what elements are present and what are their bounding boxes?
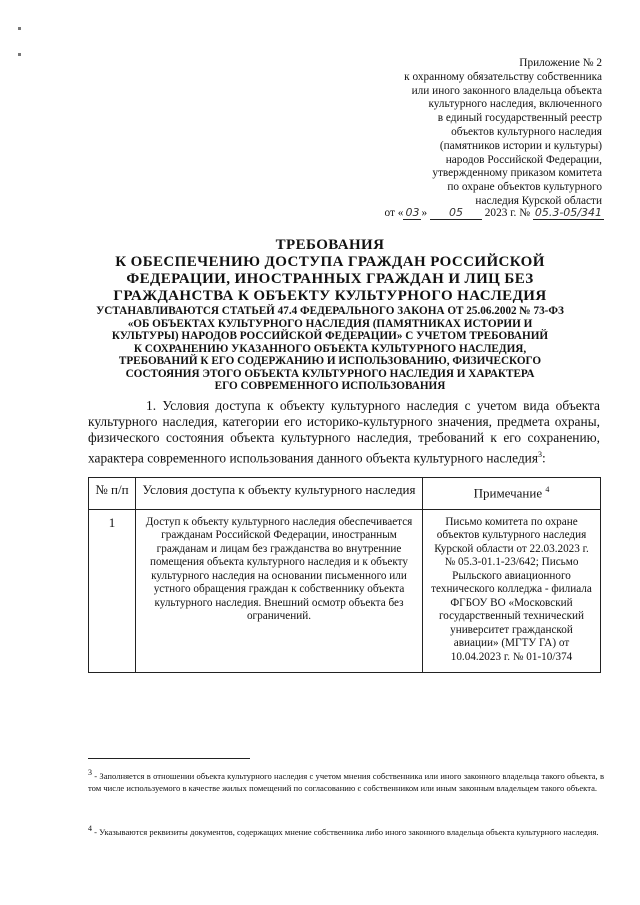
footnote bbox=[88, 823, 604, 838]
title-line: ФЕДЕРАЦИИ, ИНОСТРАННЫХ ГРАЖДАН И ЛИЦ БЕЗ bbox=[126, 271, 534, 287]
paragraph-tail: : bbox=[542, 450, 546, 466]
title-line: К ОБЕСПЕЧЕНИЮ ДОСТУПА ГРАЖДАН РОССИЙСКОЙ bbox=[115, 254, 545, 270]
header-note-label: Примечание bbox=[473, 485, 543, 501]
row-conditions: Доступ к объекту культурного наследия обеспечивается гражданам Российской Федерации, иностранным гражданам и лицам без гражданства во внутренние помещения объекта культурного наследия и к объекту культурного наследия на основании письменного или устного обращения граждан к собственнику объекта культурного наследия. Внешний осмотр объекта без ограничений. bbox=[136, 509, 423, 673]
header-conditions: Условия доступа к объекту культурного наследия bbox=[136, 478, 423, 510]
appendix-line: (памятников истории и культуры) bbox=[439, 139, 602, 152]
paragraph-text: 1. Условия доступа к объекту культурного наследия с учетом вида объекта культурного наследия, категории его историко-культурного значения, предмета охраны, физического состояния объекта культурного наследия, требований к его сохранению, характера современного использования данного объекта культурного наследия bbox=[88, 398, 600, 466]
header-note bbox=[423, 478, 601, 510]
appendix-line: Приложение № 2 bbox=[519, 57, 602, 69]
handwritten-order-number: 05.3-05/341 bbox=[534, 206, 602, 219]
footnote-ref: 4 bbox=[545, 485, 550, 494]
handwritten-month: 05 bbox=[430, 206, 482, 220]
appendix-line: утвержденному приказом комитета bbox=[432, 167, 602, 180]
footnote-mark: 4 bbox=[88, 824, 92, 833]
appendix-line: в единый государственный реестр bbox=[437, 112, 602, 125]
footnote-text: - Указываются реквизиты документов, содержащих мнение собственника либо иного законного владельца объекта культурного наследия. bbox=[92, 826, 599, 837]
footnote bbox=[88, 767, 604, 794]
handwritten-day: 03 bbox=[405, 206, 420, 219]
subtitle-line: ЕГО СОВРЕМЕННОГО ИСПОЛЬЗОВАНИЯ bbox=[214, 380, 446, 392]
scan-mark bbox=[18, 27, 21, 30]
section-paragraph bbox=[88, 398, 600, 466]
appendix-line: объектов культурного наследия bbox=[451, 125, 602, 138]
row-note: Письмо комитета по охране объектов культурного наследия Курской области от 22.03.2023 г. № 05.3-01.1-23/642; Письмо Рыльского авиационного технического колледжа - филиала ФГБОУ ВО «Московский государственный технический университет гражданской авиации» (МГТУ ГА) от 10.04.2023 г. № 01-10/374 bbox=[423, 509, 601, 673]
header-number: № п/п bbox=[89, 478, 136, 510]
table-header-row bbox=[89, 478, 601, 510]
subtitle-line: К СОХРАНЕНИЮ УКАЗАННОГО ОБЪЕКТА КУЛЬТУРНОГО НАСЛЕДИЯ, bbox=[133, 342, 527, 355]
appendix-header bbox=[362, 57, 602, 209]
subtitle-line: УСТАНАВЛИВАЮТСЯ СТАТЬЕЙ 47.4 ФЕДЕРАЛЬНОГО ЗАКОНА ОТ 25.06.2002 № 73-ФЗ bbox=[96, 305, 564, 317]
footnote-ref: 3 bbox=[538, 449, 543, 459]
appendix-line: или иного законного владельца объекта bbox=[411, 84, 602, 97]
document-title bbox=[90, 237, 570, 393]
appendix-line: культурного наследия, включенного bbox=[428, 98, 602, 111]
access-conditions-table bbox=[88, 477, 601, 673]
appendix-line: наследия Курской области bbox=[475, 194, 602, 207]
row-number: 1 bbox=[89, 509, 136, 673]
footnote-mark: 3 bbox=[88, 768, 92, 777]
table-row bbox=[89, 509, 601, 673]
order-date-line bbox=[385, 206, 604, 220]
subtitle-line: ТРЕБОВАНИЙ К ЕГО СОДЕРЖАНИЮ И ИСПОЛЬЗОВАНИЮ, ФИЗИЧЕСКОГО bbox=[118, 355, 542, 367]
title-line: ГРАЖДАНСТВА К ОБЪЕКТУ КУЛЬТУРНОГО НАСЛЕДИЯ bbox=[113, 288, 547, 304]
footnote-divider bbox=[88, 758, 250, 759]
date-mid: » bbox=[421, 207, 428, 219]
subtitle-line: КУЛЬТУРЫ) НАРОДОВ РОССИЙСКОЙ ФЕДЕРАЦИИ» С УЧЕТОМ ТРЕБОВАНИЙ bbox=[111, 330, 549, 342]
appendix-line: по охране объектов культурного bbox=[447, 181, 602, 194]
appendix-line: к охранному обязательству собственника bbox=[404, 70, 602, 83]
footnote-text: - Заполняется в отношении объекта культурного наследия с учетом мнения собственника или иного законного владельца такого объекта, в том числе используемого в качестве жилых помещений по согласованию с собственником или иным законным владельцем такого объекта. bbox=[88, 770, 604, 794]
appendix-line: народов Российской Федерации, bbox=[445, 153, 602, 166]
date-prefix: от « bbox=[384, 207, 404, 219]
title-line: ТРЕБОВАНИЯ bbox=[275, 237, 385, 253]
scan-mark bbox=[18, 53, 21, 56]
subtitle-line: «ОБ ОБЪЕКТАХ КУЛЬТУРНОГО НАСЛЕДИЯ (ПАМЯТНИКАХ ИСТОРИИ И bbox=[127, 317, 533, 330]
subtitle-line: СОСТОЯНИЯ ЭТОГО ОБЪЕКТА КУЛЬТУРНОГО НАСЛЕДИЯ И ХАРАКТЕРА bbox=[125, 367, 535, 380]
date-year: 2023 г. № bbox=[484, 207, 530, 219]
